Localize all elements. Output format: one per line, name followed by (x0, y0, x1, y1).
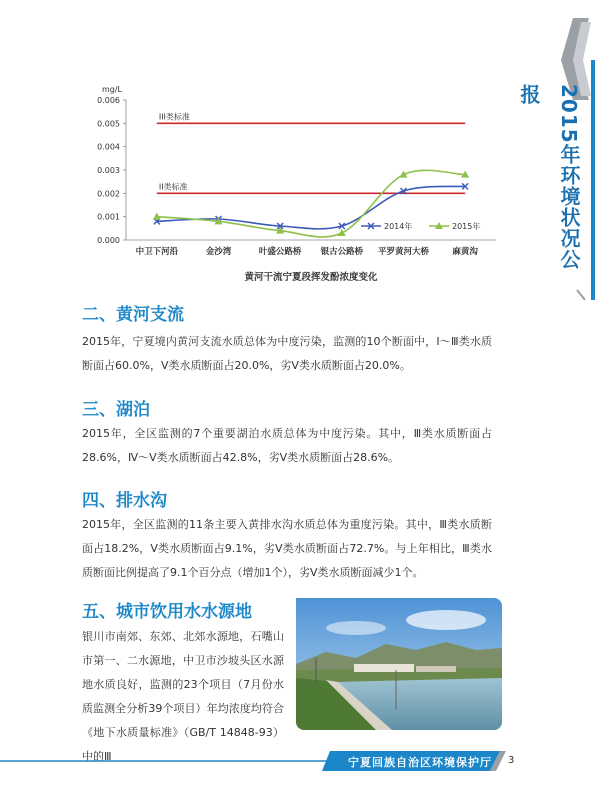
reservoir-photo (296, 598, 502, 730)
para-drainage-ditches: 2015年，全区监测的11条主要入黄排水沟水质总体为重度污染。其中，Ⅲ类水质断面占18.2%，Ⅴ类水质断面占9.1%，劣Ⅴ类水质断面占72.7%。与上年相比，Ⅲ类水质断面比例提高了9.1个百分点（增加1个），劣Ⅴ类水质断面减少1个。 (82, 518, 492, 579)
heading-lakes: 三、湖泊 (82, 400, 150, 420)
x-tick-label: 中卫下河沿 (135, 247, 179, 257)
y-tick-label: 0.002 (97, 189, 120, 199)
y-tick-label: 0.006 (97, 96, 120, 105)
heading-drainage-ditches: 四、排水沟 (82, 491, 167, 511)
para-drinking-water-sources: 银川市南郊、东郊、北郊水源地，石嘴山市第一、二水源地，中卫市沙坡头区水源地水质良好，监测的23个项目（7月份水质监测全分析39个项目）年均浓度均符合《地下水质量标准》（GB/T 14848-93）中的Ⅲ (82, 630, 284, 763)
reference-line-label: II类标准 (158, 182, 188, 192)
legend-label: 2015年 (452, 222, 481, 231)
footer-organization: 宁夏回族自治区环境保护厅 (348, 756, 492, 769)
para-yellow-river-tributaries: 2015年，宁夏境内黄河支流水质总体为中度污染，监测的10个断面中，Ⅰ～Ⅲ类水质断面占60.0%，Ⅴ类水质断面占20.0%，劣Ⅴ类水质断面占20.0%。 (82, 335, 492, 372)
para-lakes: 2015年，全区监测的7个重要湖泊水质总体为中度污染。其中，Ⅲ类水质断面占28.6%，Ⅳ～Ⅴ类水质断面占42.8%，劣Ⅴ类水质断面占28.6%。 (82, 427, 492, 464)
x-tick-label: 金沙湾 (205, 247, 232, 257)
y-axis-unit-label: mg/L (101, 85, 123, 94)
legend-label: 2014年 (384, 222, 413, 231)
y-tick-label: 0.005 (97, 119, 120, 129)
chart-title: 黄河干流宁夏段挥发酚浓度变化 (244, 272, 378, 283)
y-tick-label: 0.001 (97, 212, 120, 222)
y-tick-label: 0.003 (97, 166, 120, 175)
page-number: 3 (508, 755, 515, 766)
chart-canvas (66, 60, 506, 290)
x-tick-label: 叶盛公路桥 (258, 247, 302, 257)
reference-line-label: III类标准 (158, 112, 190, 122)
phenol-chart (66, 60, 506, 290)
x-tick-label: 银古公路桥 (320, 247, 364, 257)
footer-bar (0, 749, 595, 773)
x-tick-label: 麻黄沟 (452, 247, 478, 257)
y-tick-label: 0.004 (97, 142, 120, 152)
heading-yellow-river-tributaries: 二、黄河支流 (82, 305, 184, 325)
heading-drinking-water-sources: 五、城市饮用水水源地 (82, 602, 252, 622)
report-side-title: 2015年环境状况公报 (517, 84, 581, 270)
x-tick-label: 平罗黄河大桥 (377, 247, 430, 257)
series-line (157, 170, 465, 237)
y-tick-label: 0.000 (97, 236, 120, 245)
data-point (338, 229, 346, 236)
